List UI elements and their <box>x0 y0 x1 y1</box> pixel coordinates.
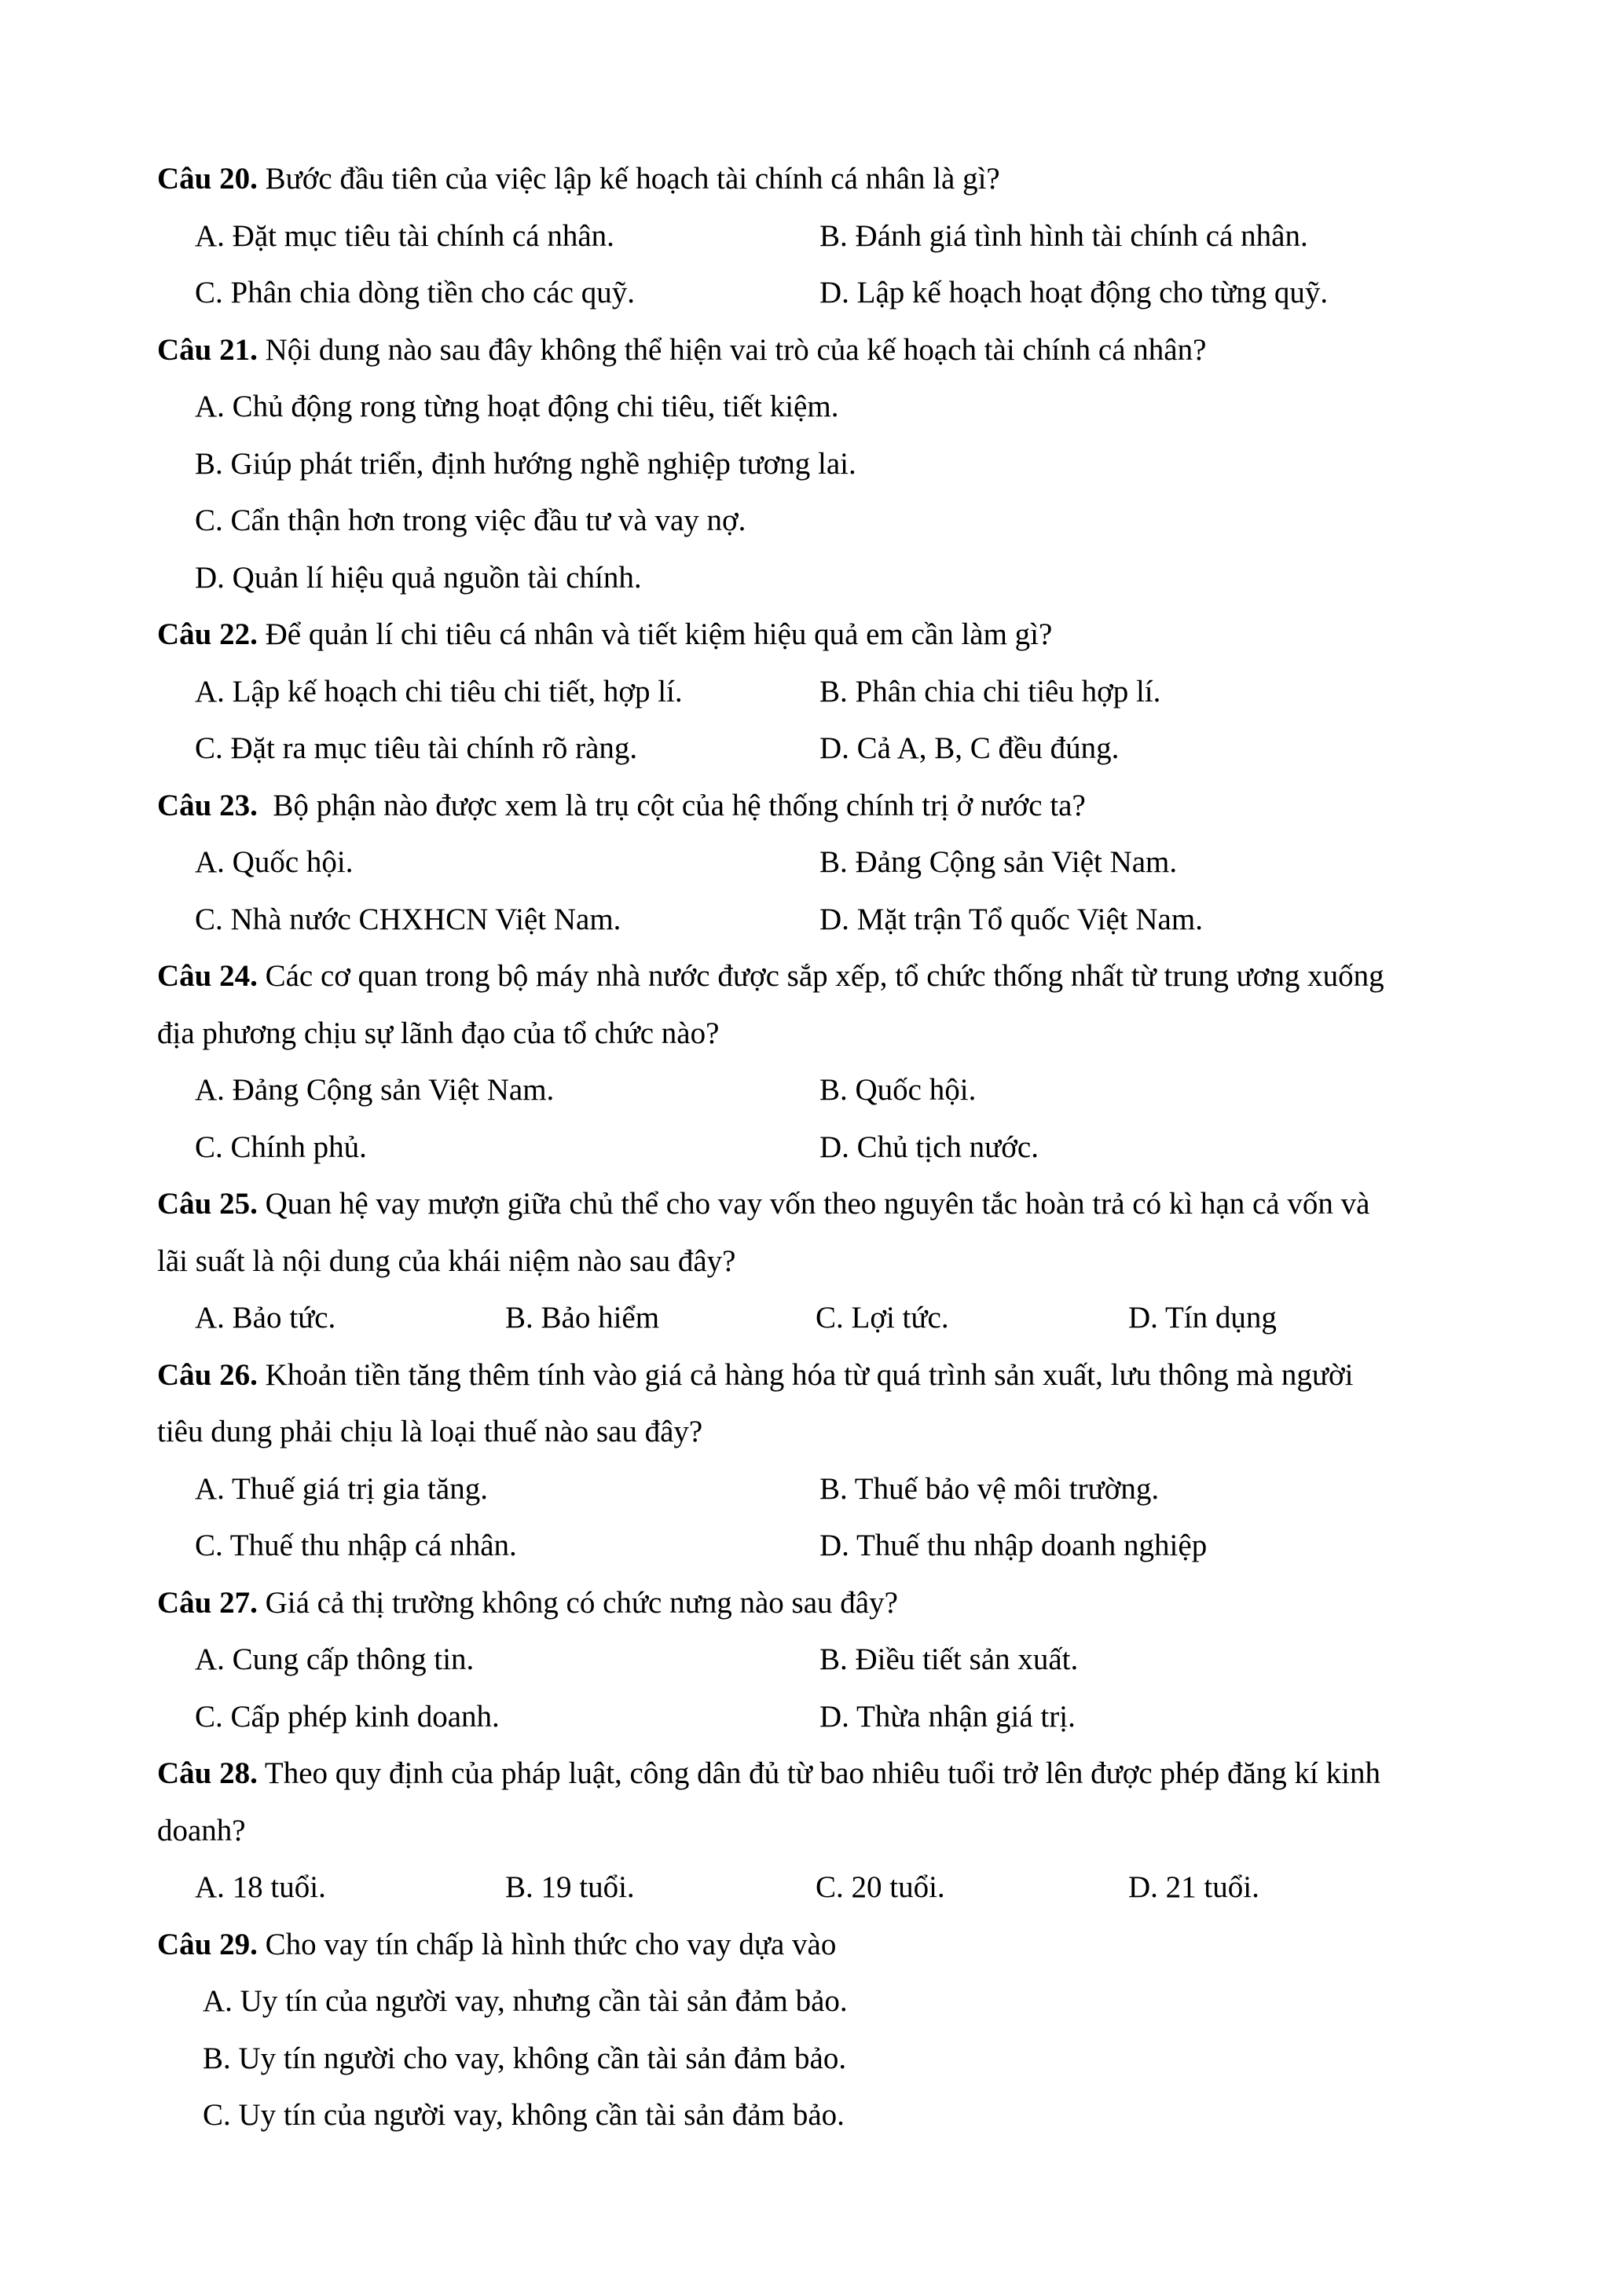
option-row <box>157 2087 1477 2144</box>
option-b: B. 19 tuổi. <box>505 1870 635 1904</box>
option-a: A. Quốc hội. <box>195 845 354 879</box>
option-row <box>157 1859 1477 1917</box>
question-label: Câu 21. <box>157 332 258 367</box>
option-d: D. Mặt trận Tổ quốc Việt Nam. <box>819 902 1203 936</box>
option-row <box>157 493 1477 550</box>
option-a: A. Cung cấp thông tin. <box>195 1642 475 1676</box>
option-c: C. Thuế thu nhập cá nhân. <box>195 1529 517 1562</box>
option-b: B. Điều tiết sản xuất. <box>819 1642 1079 1676</box>
option-a: A. Đảng Cộng sản Việt Nam. <box>195 1073 555 1107</box>
option-a: A. Chủ động rong từng hoạt động chi tiêu, tiết kiệm. <box>195 390 839 423</box>
question-28 <box>157 1745 1477 1803</box>
question-label: Câu 22. <box>157 617 258 651</box>
question-label: Câu 24. <box>157 959 258 993</box>
option-row <box>157 720 1477 778</box>
option-row <box>157 379 1477 436</box>
question-text: Để quản lí chi tiêu cá nhân và tiết kiệm hiệu quả em cần làm gì? <box>257 617 1053 651</box>
option-row <box>157 1290 1477 1347</box>
option-b: B. Bảo hiểm <box>505 1301 660 1335</box>
question-text-line2: địa phương chịu sự lãnh đạo của tổ chức nào? <box>157 1016 720 1050</box>
question-text: Nội dung nào sau đây không thể hiện vai trò của kế hoạch tài chính cá nhân? <box>257 332 1207 367</box>
option-c: C. Đặt ra mục tiêu tài chính rõ ràng. <box>195 731 638 765</box>
question-25 <box>157 1176 1477 1233</box>
option-a: A. Bảo tức. <box>195 1301 336 1335</box>
option-b: B. Uy tín người cho vay, không cần tài sản đảm bảo. <box>203 2041 847 2075</box>
question-22 <box>157 606 1477 664</box>
option-b: B. Đánh giá tình hình tài chính cá nhân. <box>819 218 1308 253</box>
option-c: C. Lợi tức. <box>816 1301 949 1335</box>
question-label: Câu 20. <box>157 162 258 196</box>
question-label: Câu 26. <box>157 1357 258 1392</box>
question-27 <box>157 1575 1477 1632</box>
question-text: Theo quy định của pháp luật, công dân đủ từ bao nhiêu tuổi trở lên được phép đăng kí kinh <box>257 1756 1380 1790</box>
option-row <box>157 1518 1477 1575</box>
question-21 <box>157 322 1477 379</box>
question-text: Bước đầu tiên của việc lập kế hoạch tài chính cá nhân là gì? <box>257 162 1000 196</box>
question-29 <box>157 1917 1477 1974</box>
option-row <box>157 1973 1477 2031</box>
option-b: B. Giúp phát triển, định hướng nghề nghiệp tương lai. <box>195 446 856 481</box>
option-c: C. Phân chia dòng tiền cho các quỹ. <box>195 276 635 309</box>
option-row <box>157 208 1477 265</box>
option-b: B. Phân chia chi tiêu hợp lí. <box>819 674 1161 709</box>
option-d: D. 21 tuổi. <box>1128 1870 1259 1904</box>
question-text: Bộ phận nào được xem là trụ cột của hệ thống chính trị ở nước ta? <box>257 788 1086 822</box>
option-row <box>157 2031 1477 2088</box>
option-row <box>157 834 1477 892</box>
option-row <box>157 1119 1477 1177</box>
option-row <box>157 892 1477 949</box>
question-text-continued <box>157 1803 1477 1860</box>
option-b: B. Đảng Cộng sản Việt Nam. <box>819 845 1178 879</box>
option-d: D. Quản lí hiệu quả nguồn tài chính. <box>195 560 642 595</box>
question-24 <box>157 948 1477 1005</box>
option-d: D. Lập kế hoạch hoạt động cho từng quỹ. <box>819 276 1329 309</box>
question-20 <box>157 151 1477 208</box>
option-a: A. 18 tuổi. <box>195 1870 326 1904</box>
option-c: C. 20 tuổi. <box>816 1870 945 1904</box>
option-c: C. Cấp phép kinh doanh. <box>195 1699 500 1734</box>
option-d: D. Cả A, B, C đều đúng. <box>819 731 1120 765</box>
question-26 <box>157 1347 1477 1404</box>
option-d: D. Tín dụng <box>1128 1301 1277 1335</box>
question-label: Câu 28. <box>157 1756 258 1790</box>
option-row <box>157 1461 1477 1518</box>
option-d: D. Thuế thu nhập doanh nghiệp <box>819 1529 1208 1562</box>
option-d: D. Chủ tịch nước. <box>819 1130 1039 1164</box>
question-text: Khoản tiền tăng thêm tính vào giá cả hàng hóa từ quá trình sản xuất, lưu thông mà người <box>257 1357 1354 1392</box>
question-text-continued <box>157 1233 1477 1291</box>
option-d: D. Thừa nhận giá trị. <box>819 1699 1076 1734</box>
option-c: C. Uy tín của người vay, không cần tài sản đảm bảo. <box>203 2098 845 2132</box>
option-a: A. Thuế giá trị gia tăng. <box>195 1471 488 1506</box>
question-text-continued <box>157 1005 1477 1063</box>
question-text-continued <box>157 1404 1477 1461</box>
option-row <box>157 265 1477 322</box>
option-row <box>157 550 1477 607</box>
option-a: A. Lập kế hoạch chi tiêu chi tiết, hợp lí. <box>195 674 683 709</box>
option-row <box>157 1062 1477 1119</box>
option-a: A. Đặt mục tiêu tài chính cá nhân. <box>195 218 614 253</box>
question-text: Quan hệ vay mượn giữa chủ thể cho vay vốn theo nguyên tắc hoàn trả có kì hạn cả vốn và <box>257 1187 1370 1221</box>
option-row <box>157 436 1477 493</box>
option-row <box>157 664 1477 721</box>
question-text-line2: doanh? <box>157 1813 246 1847</box>
question-text: Các cơ quan trong bộ máy nhà nước được sắp xếp, tổ chức thống nhất từ trung ương xuống <box>257 959 1384 993</box>
question-text: Giá cả thị trường không có chức nưng nào sau đây? <box>257 1585 898 1620</box>
question-text-line2: tiêu dung phải chịu là loại thuế nào sau đây? <box>157 1415 703 1448</box>
option-row <box>157 1689 1477 1746</box>
option-c: C. Chính phủ. <box>195 1130 367 1164</box>
question-label: Câu 25. <box>157 1187 258 1221</box>
question-text: Cho vay tín chấp là hình thức cho vay dựa vào <box>257 1927 837 1961</box>
option-c: C. Nhà nước CHXHCN Việt Nam. <box>195 902 621 936</box>
option-b: B. Thuế bảo vệ môi trường. <box>819 1471 1160 1506</box>
question-label: Câu 23. <box>157 788 258 822</box>
question-23 <box>157 778 1477 835</box>
option-a: A. Uy tín của người vay, nhưng cần tài sản đảm bảo. <box>203 1984 848 2018</box>
option-b: B. Quốc hội. <box>819 1073 977 1107</box>
option-c: C. Cẩn thận hơn trong việc đầu tư và vay nợ. <box>195 504 746 537</box>
question-text-line2: lãi suất là nội dung của khái niệm nào sau đây? <box>157 1243 736 1278</box>
question-label: Câu 29. <box>157 1927 258 1961</box>
question-label: Câu 27. <box>157 1585 258 1620</box>
exam-page <box>157 151 1477 2144</box>
option-row <box>157 1631 1477 1689</box>
